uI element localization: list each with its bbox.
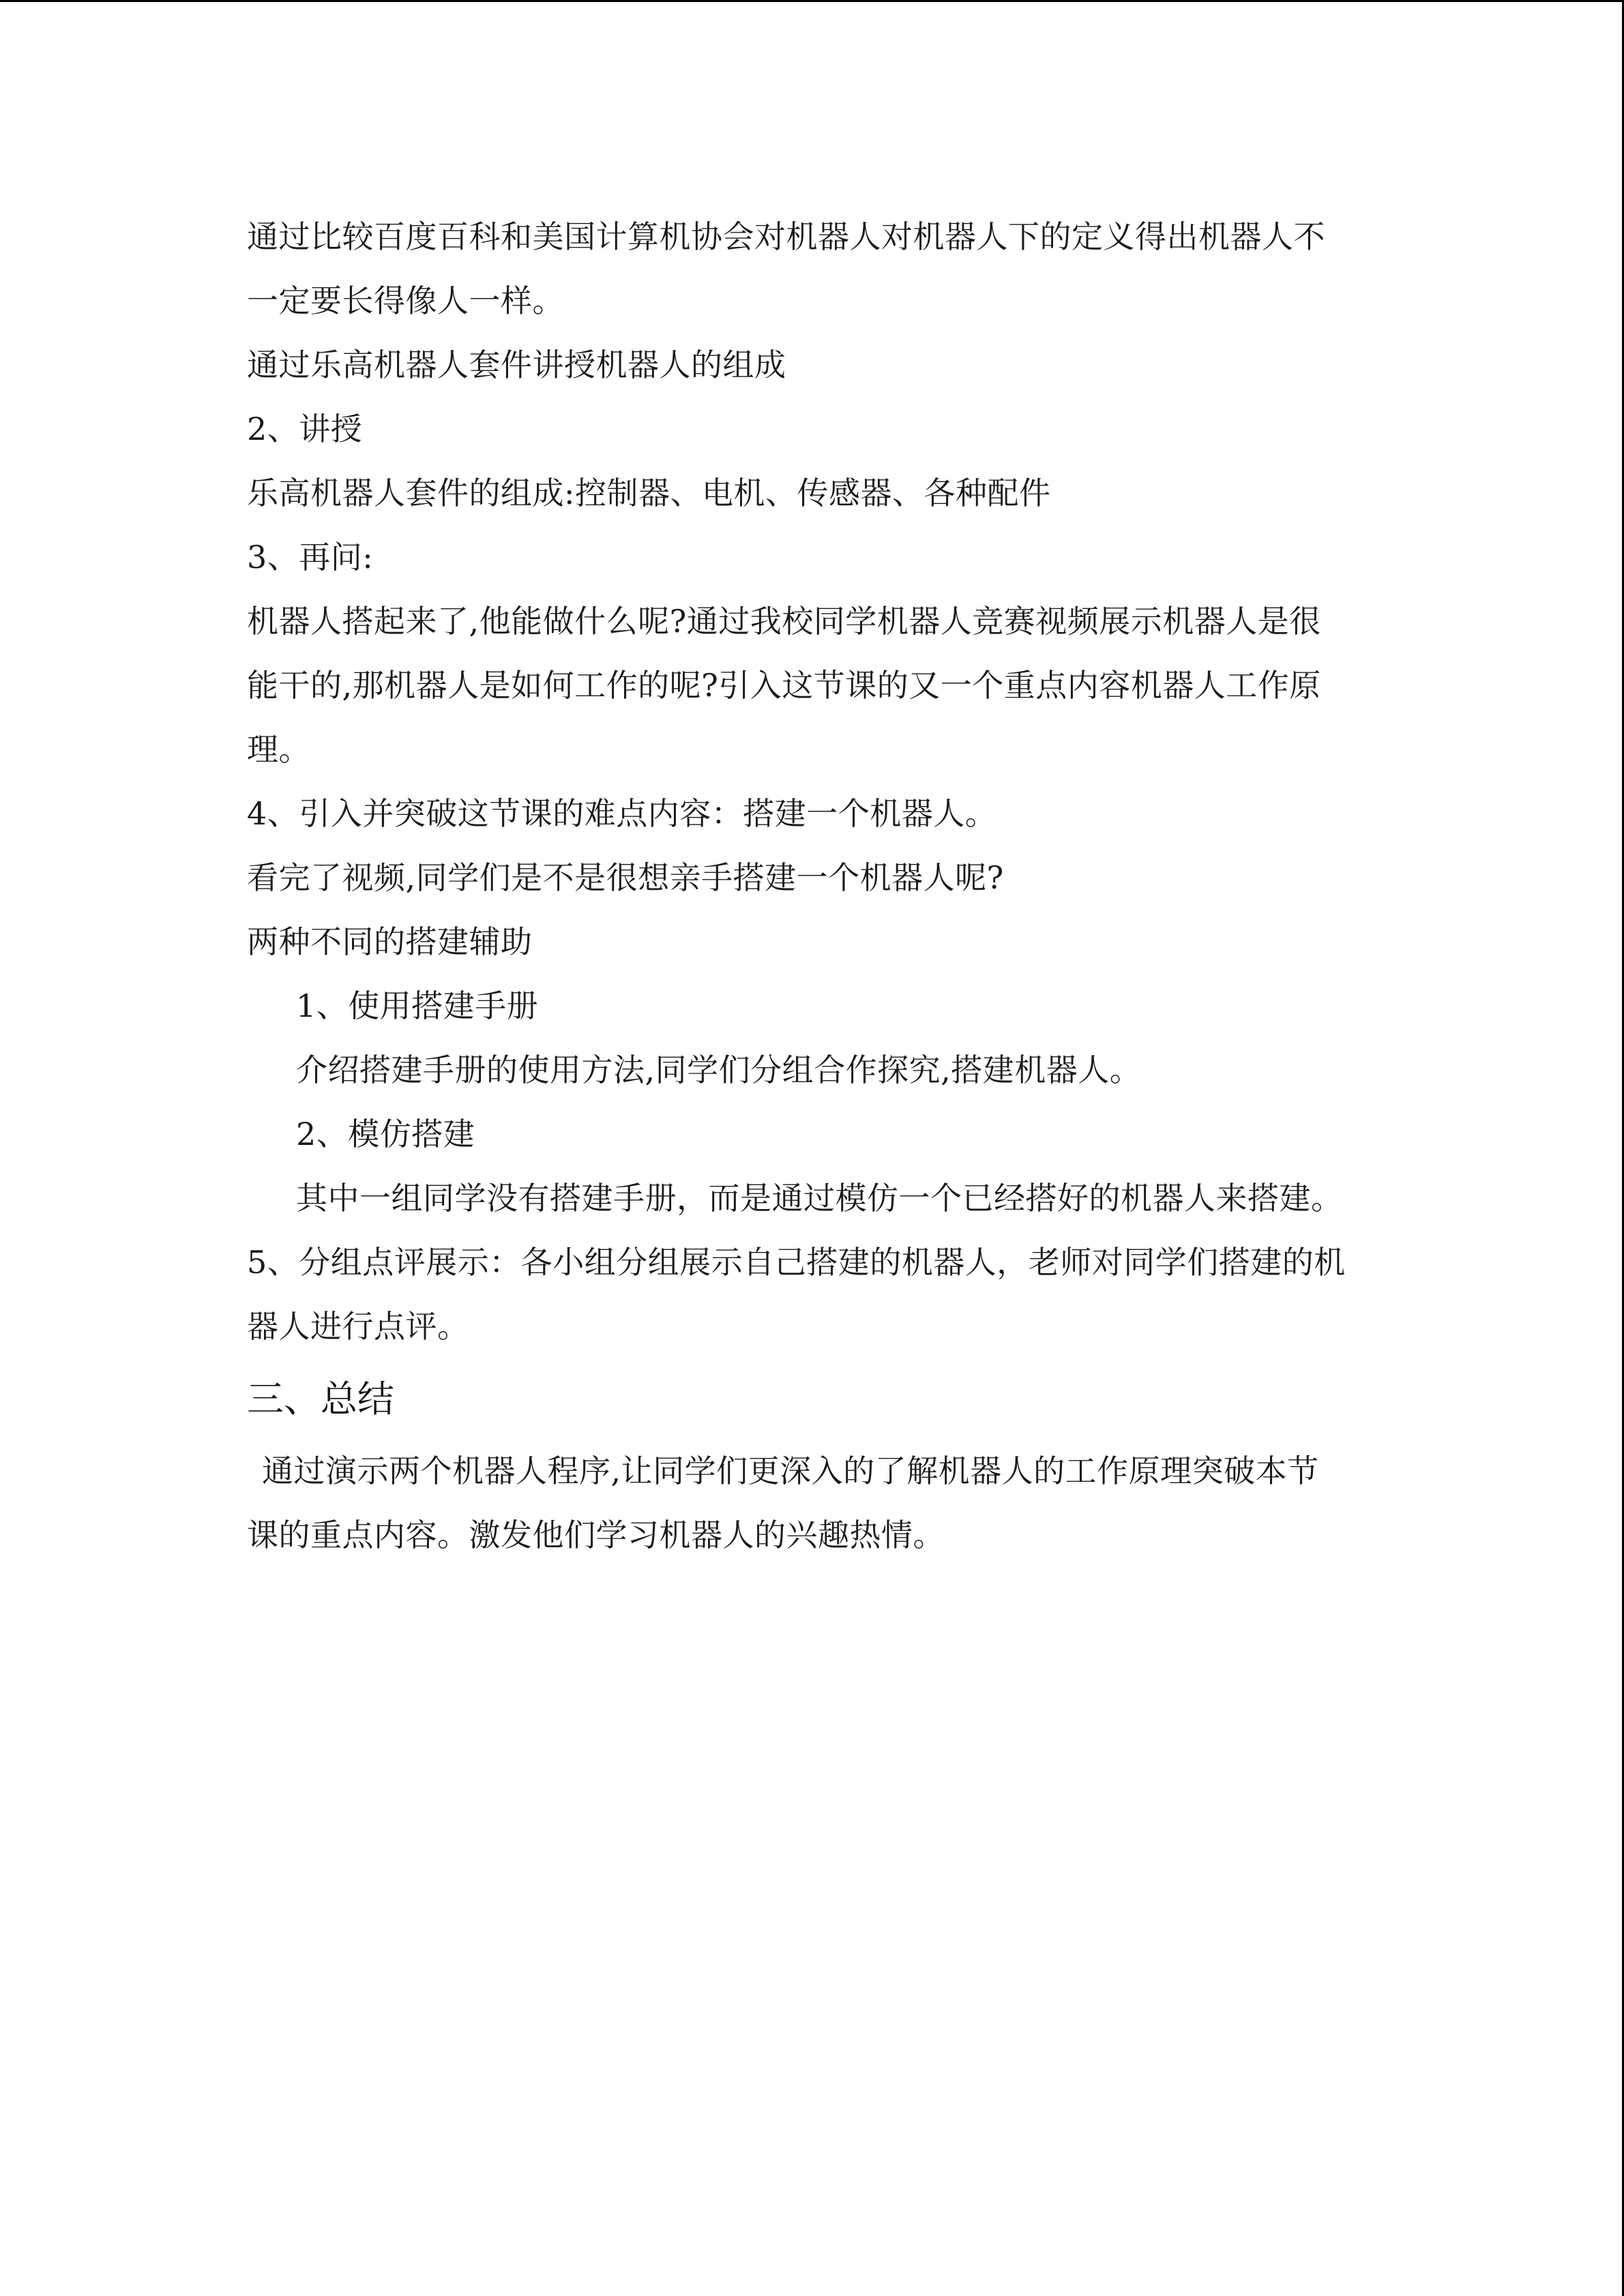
paragraph-line: 看完了视频,同学们是不是很想亲手搭建一个机器人呢? [247, 859, 1004, 896]
document-body [247, 205, 1393, 1567]
step-heading: 4、引入并突破这节课的难点内容：搭建一个机器人。 [247, 795, 997, 832]
page-border-top [0, 0, 1624, 2]
paragraph-line: 能干的,那机器人是如何工作的呢?引入这节课的又一个重点内容机器人工作原 [247, 667, 1321, 704]
paragraph-line: 器人进行点评。 [247, 1308, 469, 1345]
step-heading: 2、讲授 [247, 411, 363, 447]
step-heading: 3、再问: [247, 539, 374, 576]
paragraph-line: 介绍搭建手册的使用方法,同学们分组合作探究,搭建机器人。 [296, 1052, 1142, 1088]
sub-step-heading: 1、使用搭建手册 [296, 987, 539, 1024]
paragraph-line: 一定要长得像人一样。 [247, 282, 564, 319]
paragraph-line: 通过乐高机器人套件讲授机器人的组成 [247, 346, 786, 383]
paragraph-line: 机器人搭起来了,他能做什么呢?通过我校同学机器人竞赛视频展示机器人是很 [247, 603, 1321, 640]
paragraph-line: 课的重点内容。激发他们学习机器人的兴趣热情。 [247, 1517, 945, 1553]
paragraph-line: 乐高机器人套件的组成:控制器、电机、传感器、各种配件 [247, 475, 1051, 511]
step-heading: 5、分组点评展示：各小组分组展示自己搭建的机器人，老师对同学们搭建的机 [247, 1244, 1346, 1281]
paragraph-line: 其中一组同学没有搭建手册，而是通过模仿一个已经搭好的机器人来搭建。 [296, 1180, 1343, 1217]
sub-step-heading: 2、模仿搭建 [296, 1116, 475, 1152]
paragraph-line: 通过演示两个机器人程序,让同学们更深入的了解机器人的工作原理突破本节 [262, 1452, 1319, 1489]
paragraph-line: 通过比较百度百科和美国计算机协会对机器人对机器人下的定义得出机器人不 [247, 218, 1325, 255]
paragraph-line: 理。 [247, 731, 310, 768]
section-heading-summary: 三、总结 [247, 1377, 394, 1420]
paragraph-line: 两种不同的搭建辅助 [247, 923, 533, 960]
